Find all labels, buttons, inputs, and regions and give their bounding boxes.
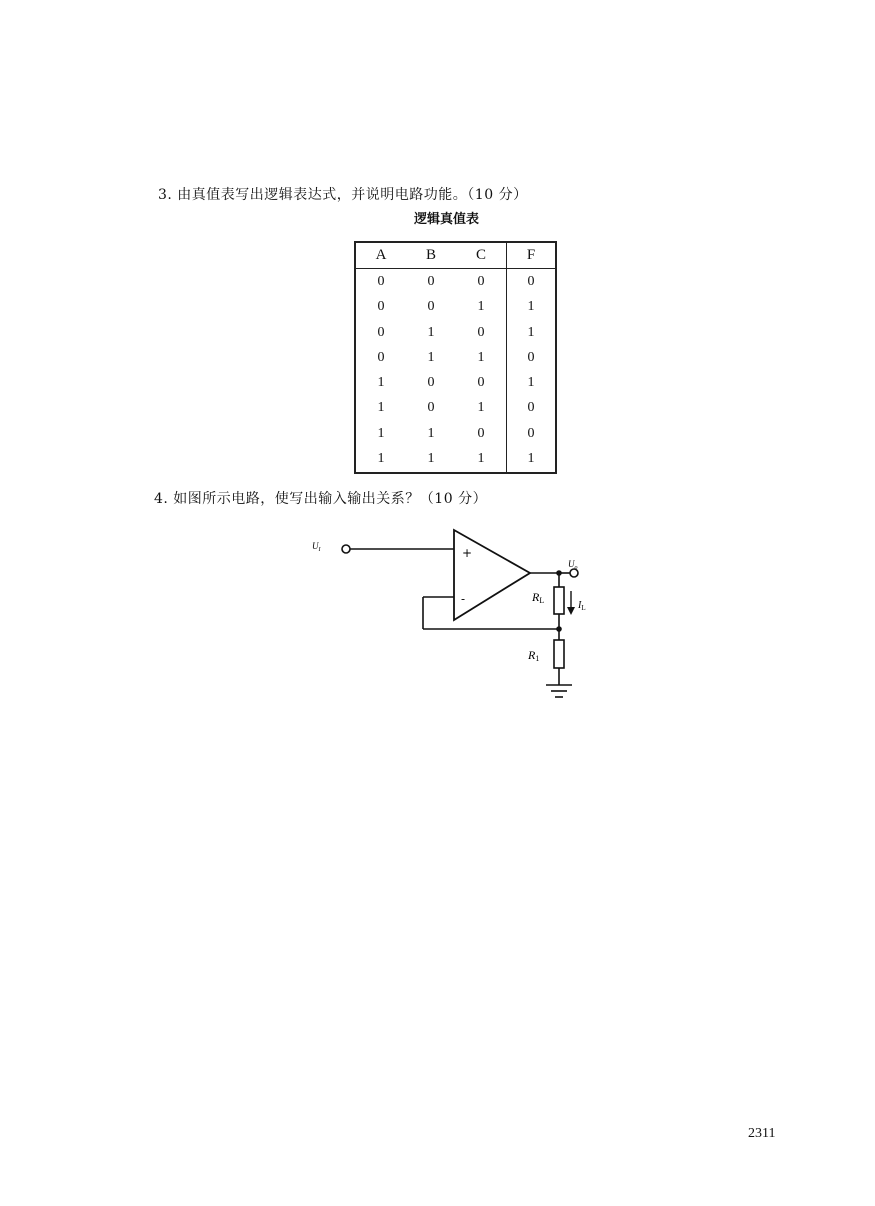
current-arrow-head-icon: [567, 607, 575, 615]
minus-input-label: -: [461, 592, 466, 606]
cell-f: 1: [507, 295, 557, 320]
input-terminal: [342, 545, 350, 553]
truth-table: [354, 241, 557, 474]
junction-dot: [556, 570, 562, 576]
table-row: [355, 421, 556, 446]
question-4-title: 4. 如图所示电路，使写出输入输出关系？（10 分）: [154, 491, 488, 507]
cell-b: 0: [427, 273, 435, 289]
table-row: [355, 446, 556, 472]
cell-a: 1: [377, 400, 385, 416]
cell-c: 0: [477, 425, 485, 441]
load-resistor-label: RL: [532, 590, 545, 605]
resistor-r1: [554, 640, 564, 668]
input-voltage-label: $U_I$: [312, 541, 321, 553]
truth-table-caption: 逻辑真值表: [414, 212, 480, 227]
cell-a: 0: [377, 273, 385, 289]
column-header-f: F: [507, 242, 557, 269]
truth-table-header-row: [355, 242, 556, 269]
cell-f: 0: [507, 269, 557, 295]
cell-a: 1: [377, 425, 385, 441]
cell-f: 1: [507, 446, 557, 472]
cell-a: 0: [377, 324, 385, 340]
cell-b: 1: [427, 451, 435, 467]
cell-c: 1: [477, 349, 485, 365]
cell-c: 1: [477, 299, 485, 315]
cell-b: 1: [427, 324, 435, 340]
cell-a: 1: [377, 375, 385, 391]
cell-a: 1: [377, 451, 385, 467]
op-amp-triangle: [454, 530, 530, 620]
load-resistor: [554, 587, 564, 614]
cell-b: 1: [427, 349, 435, 365]
table-row: [355, 345, 556, 370]
plus-input-label: +: [462, 546, 473, 560]
cell-c: 0: [477, 273, 485, 289]
cell-f: 0: [507, 421, 557, 446]
column-header-c: C: [456, 242, 507, 269]
cell-c: 1: [477, 451, 485, 467]
cell-f: 1: [507, 370, 557, 395]
table-row: [355, 269, 556, 295]
junction-dot: [556, 626, 562, 632]
load-current-label: $I_L$: [578, 600, 586, 612]
page-number: 2311: [748, 1126, 776, 1141]
table-row: [355, 370, 556, 395]
cell-f: 0: [507, 345, 557, 370]
table-row: [355, 396, 556, 421]
cell-c: 0: [477, 375, 485, 391]
cell-a: 0: [377, 349, 385, 365]
column-header-a: A: [355, 242, 406, 269]
cell-c: 1: [477, 400, 485, 416]
cell-b: 0: [427, 375, 435, 391]
cell-f: 1: [507, 320, 557, 345]
op-amp-circuit-diagram: [300, 525, 600, 710]
cell-a: 0: [377, 299, 385, 315]
cell-f: 0: [507, 396, 557, 421]
output-voltage-label: $U_o$: [568, 559, 578, 571]
cell-b: 0: [427, 400, 435, 416]
column-header-b: B: [406, 242, 456, 269]
question-3-title: 3. 由真值表写出逻辑表达式，并说明电路功能。（10 分）: [158, 187, 528, 203]
table-row: [355, 295, 556, 320]
resistor-r1-label: R1: [528, 648, 540, 663]
cell-b: 0: [427, 299, 435, 315]
cell-b: 1: [427, 425, 435, 441]
table-row: [355, 320, 556, 345]
cell-c: 0: [477, 324, 485, 340]
